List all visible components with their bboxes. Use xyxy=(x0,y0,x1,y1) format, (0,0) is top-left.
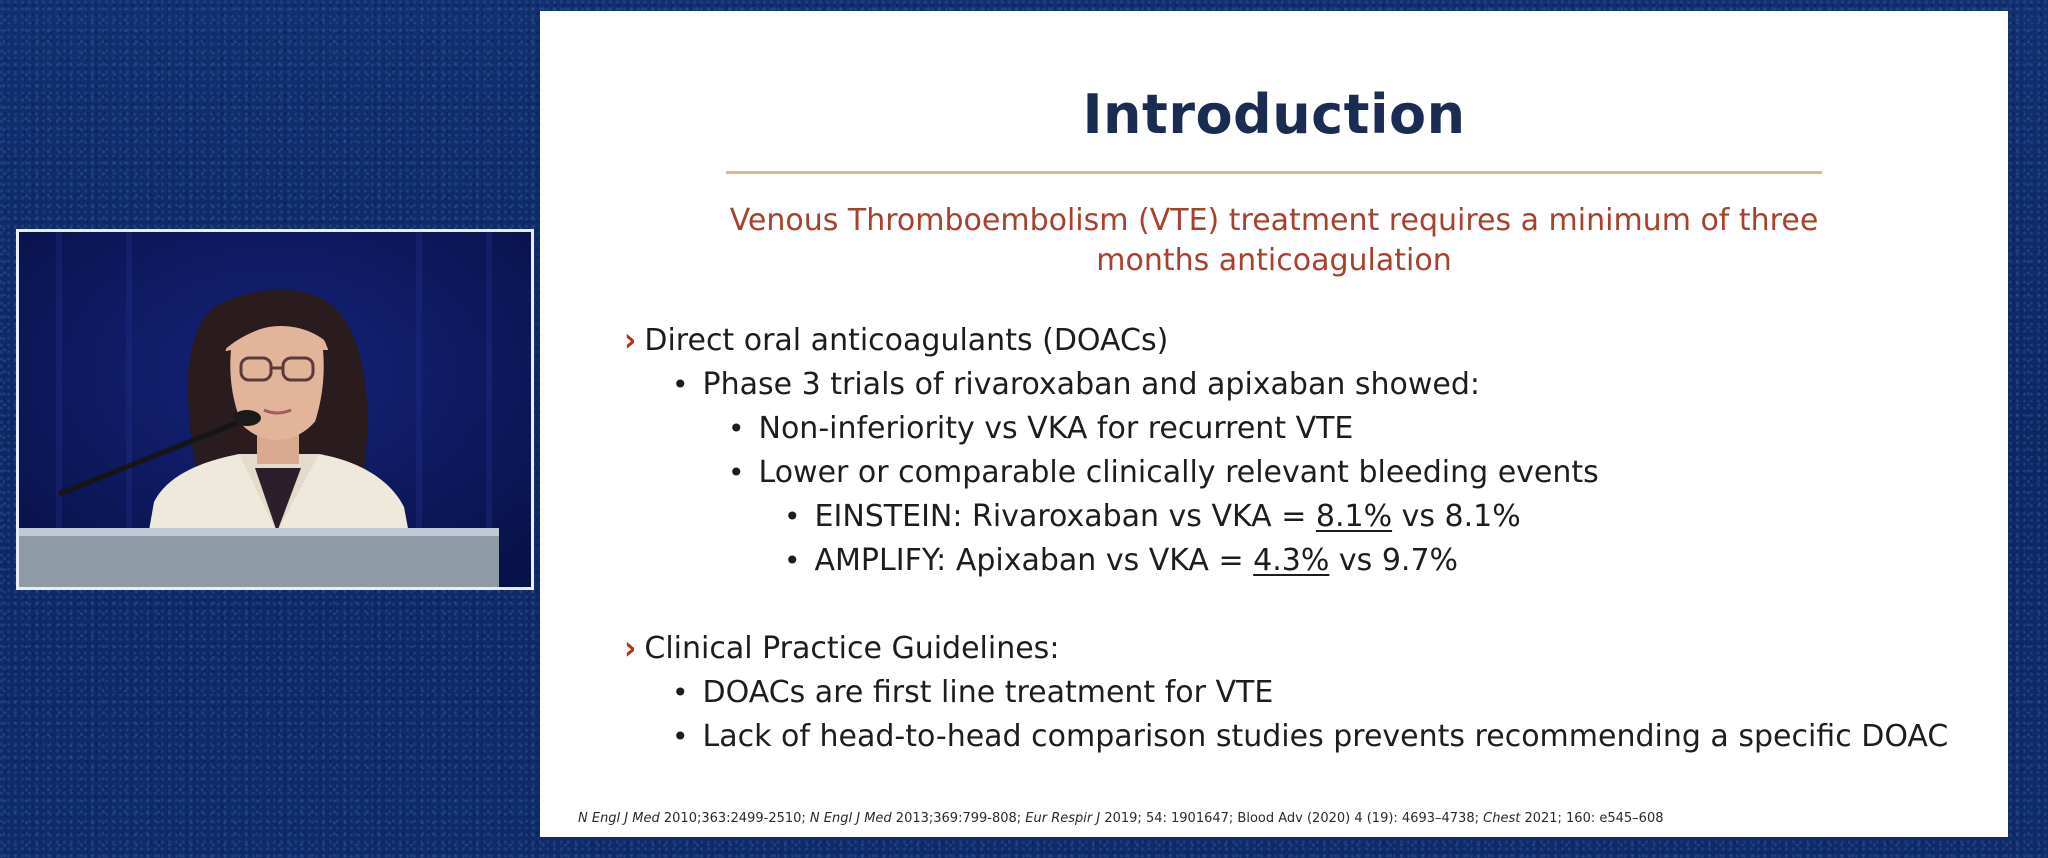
bullet-dot-icon: • xyxy=(784,544,801,577)
bullet-text: Lack of head-to-head comparison studies prevents recommending a specific DOAC xyxy=(702,719,1949,754)
bullet-text: Non-inferiority vs VKA for recurrent VTE xyxy=(758,411,1354,446)
bullet-amplify xyxy=(784,543,1458,579)
einstein-label: EINSTEIN: Rivaroxaban vs VKA = xyxy=(814,499,1316,534)
bullet-dot-icon: • xyxy=(728,412,745,445)
title-divider xyxy=(726,171,1822,174)
speaker-figure-image xyxy=(19,232,531,587)
bullet-einstein xyxy=(784,499,1521,535)
chevron-right-icon: › xyxy=(624,321,637,360)
bullet-dot-icon: • xyxy=(672,368,689,401)
references-footnote xyxy=(578,811,1664,826)
bullet-bleeding xyxy=(728,455,1599,491)
bullet-head-to-head xyxy=(672,719,1948,755)
amplify-comparator: vs 9.7% xyxy=(1329,543,1459,578)
amplify-label: AMPLIFY: Apixaban vs VKA = xyxy=(814,543,1254,578)
presentation-slide xyxy=(540,11,2008,837)
bullet-text: DOACs are first line treatment for VTE xyxy=(702,675,1274,710)
bullet-dot-icon: • xyxy=(784,500,801,533)
bullet-text: Lower or comparable clinically relevant bleeding events xyxy=(758,455,1599,490)
bullet-dot-icon: • xyxy=(672,720,689,753)
bullet-dot-icon: • xyxy=(672,676,689,709)
ref-cite: 2010;363:2499-2510; xyxy=(659,811,810,826)
ref-cite: 2021; 160: e545–608 xyxy=(1520,811,1664,826)
amplify-value: 4.3% xyxy=(1253,543,1330,578)
subtitle-line-1: Venous Thromboembolism (VTE) treatment requires a minimum of three xyxy=(729,203,1819,238)
subtitle-line-2: months anticoagulation xyxy=(1096,243,1452,278)
bullet-text: Phase 3 trials of rivaroxaban and apixaban showed: xyxy=(702,367,1481,402)
bullet-text: Direct oral anticoagulants (DOACs) xyxy=(644,323,1169,358)
einstein-value: 8.1% xyxy=(1315,499,1393,534)
ref-journal: Eur Respir J xyxy=(1025,811,1101,826)
einstein-comparator: vs 8.1% xyxy=(1392,499,1521,534)
slide-title: Introduction xyxy=(1082,83,1466,146)
bullet-phase3 xyxy=(672,367,1480,403)
bullet-first-line xyxy=(672,675,1273,711)
ref-cite: 2019; 54: 1901647; Blood Adv (2020) 4 (19): 4693–4738; xyxy=(1100,811,1484,826)
speaker-video-inset xyxy=(16,229,534,590)
slide-subtitle xyxy=(680,201,1868,281)
bullet-text: Clinical Practice Guidelines: xyxy=(644,631,1060,666)
ref-cite: 2013;369:799-808; xyxy=(891,811,1026,826)
bullet-doacs xyxy=(624,323,1168,359)
ref-journal: N Engl J Med xyxy=(578,811,660,826)
bullet-guidelines xyxy=(624,631,1059,667)
bullet-noninferiority xyxy=(728,411,1353,447)
bullet-dot-icon: • xyxy=(728,456,745,489)
chevron-right-icon: › xyxy=(624,629,637,668)
ref-journal: N Engl J Med xyxy=(809,811,892,826)
ref-journal: Chest xyxy=(1483,811,1521,826)
